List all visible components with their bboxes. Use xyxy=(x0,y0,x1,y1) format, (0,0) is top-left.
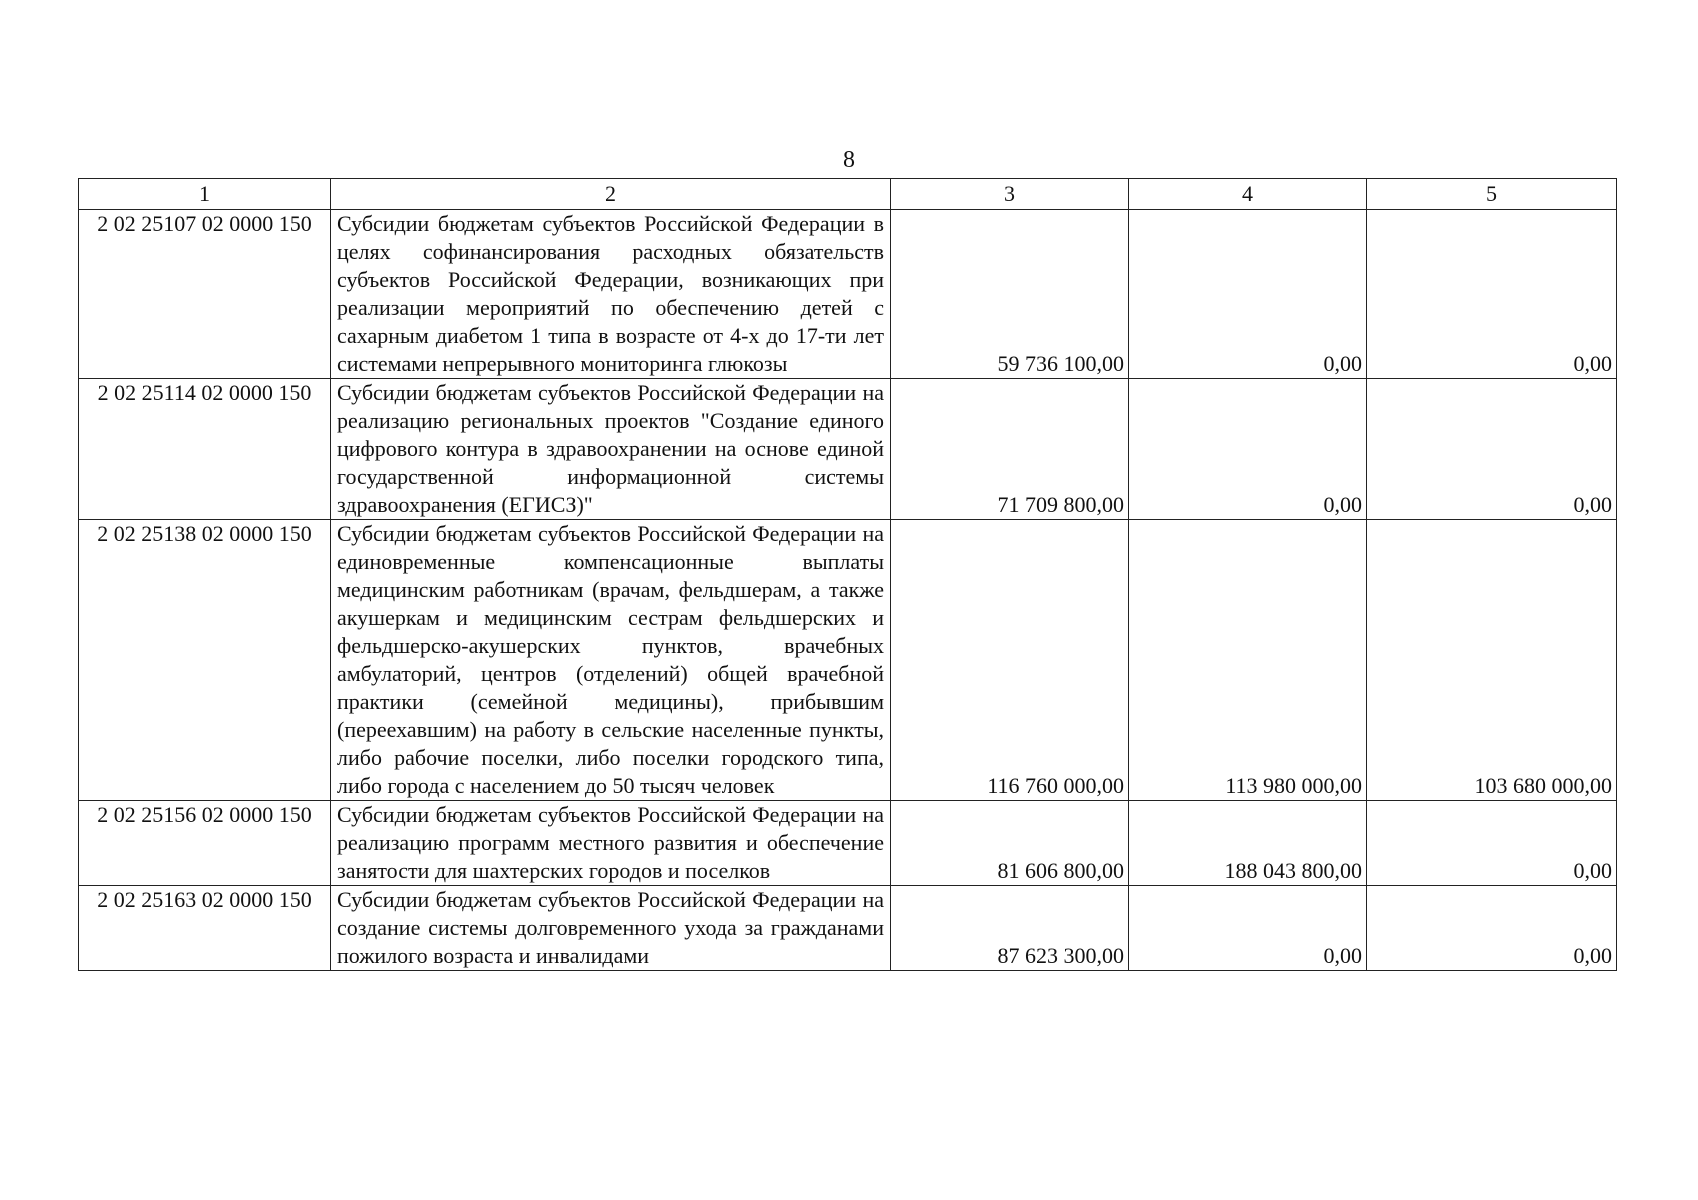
amount-col-4: 0,00 xyxy=(1129,379,1367,520)
budget-code: 2 02 25107 02 0000 150 xyxy=(79,210,331,379)
table-row xyxy=(79,379,1617,520)
table-body xyxy=(79,210,1617,971)
header-col-3: 3 xyxy=(891,179,1129,210)
amount-col-5: 0,00 xyxy=(1367,801,1617,886)
header-col-1: 1 xyxy=(79,179,331,210)
amount-col-4: 188 043 800,00 xyxy=(1129,801,1367,886)
amount-col-4: 0,00 xyxy=(1129,210,1367,379)
amount-col-5: 0,00 xyxy=(1367,886,1617,971)
table-row xyxy=(79,801,1617,886)
budget-table xyxy=(78,178,1617,971)
budget-code: 2 02 25156 02 0000 150 xyxy=(79,801,331,886)
subsidy-description: Субсидии бюджетам субъектов Российской Федерации в целях софинансирования расходных обязательств субъектов Российской Федерации, возникающих при реализации мероприятий по обеспечению детей с сахарным диабетом 1 типа в возрасте от 4-х до 17-ти лет системами непрерывного мониторинга глюкозы xyxy=(331,210,891,379)
amount-col-4: 0,00 xyxy=(1129,886,1367,971)
budget-code: 2 02 25114 02 0000 150 xyxy=(79,379,331,520)
subsidy-description: Субсидии бюджетам субъектов Российской Федерации на реализацию региональных проектов "Создание единого цифрового контура в здравоохранении на основе единой государственной информационной системы здравоохранения (ЕГИСЗ)" xyxy=(331,379,891,520)
table-row xyxy=(79,210,1617,379)
header-row xyxy=(79,179,1617,210)
amount-col-5: 0,00 xyxy=(1367,379,1617,520)
amount-col-4: 113 980 000,00 xyxy=(1129,520,1367,801)
amount-col-3: 59 736 100,00 xyxy=(891,210,1129,379)
header-col-4: 4 xyxy=(1129,179,1367,210)
amount-col-3: 81 606 800,00 xyxy=(891,801,1129,886)
amount-col-5: 0,00 xyxy=(1367,210,1617,379)
amount-col-5: 103 680 000,00 xyxy=(1367,520,1617,801)
budget-code: 2 02 25138 02 0000 150 xyxy=(79,520,331,801)
page-number: 8 xyxy=(843,147,855,173)
subsidy-description: Субсидии бюджетам субъектов Российской Федерации на реализацию программ местного развития и обеспечение занятости для шахтерских городов и поселков xyxy=(331,801,891,886)
table-header xyxy=(79,179,1617,210)
amount-col-3: 71 709 800,00 xyxy=(891,379,1129,520)
subsidy-description: Субсидии бюджетам субъектов Российской Федерации на единовременные компенсационные выплаты медицинским работникам (врачам, фельдшерам, а также акушеркам и медицинским сестрам фельдшерских и фельдшерско-акушерских пунктов, врачебных амбулаторий, центров (отделений) общей врачебной практики (семейной медицины), прибывшим (переехавшим) на работу в сельские населенные пункты, либо рабочие поселки, либо поселки городского типа, либо города с населением до 50 тысяч человек xyxy=(331,520,891,801)
amount-col-3: 87 623 300,00 xyxy=(891,886,1129,971)
subsidy-description: Субсидии бюджетам субъектов Российской Федерации на создание системы долговременного ухода за гражданами пожилого возраста и инвалидами xyxy=(331,886,891,971)
table-row xyxy=(79,520,1617,801)
budget-code: 2 02 25163 02 0000 150 xyxy=(79,886,331,971)
header-col-5: 5 xyxy=(1367,179,1617,210)
header-col-2: 2 xyxy=(331,179,891,210)
amount-col-3: 116 760 000,00 xyxy=(891,520,1129,801)
table-row xyxy=(79,886,1617,971)
